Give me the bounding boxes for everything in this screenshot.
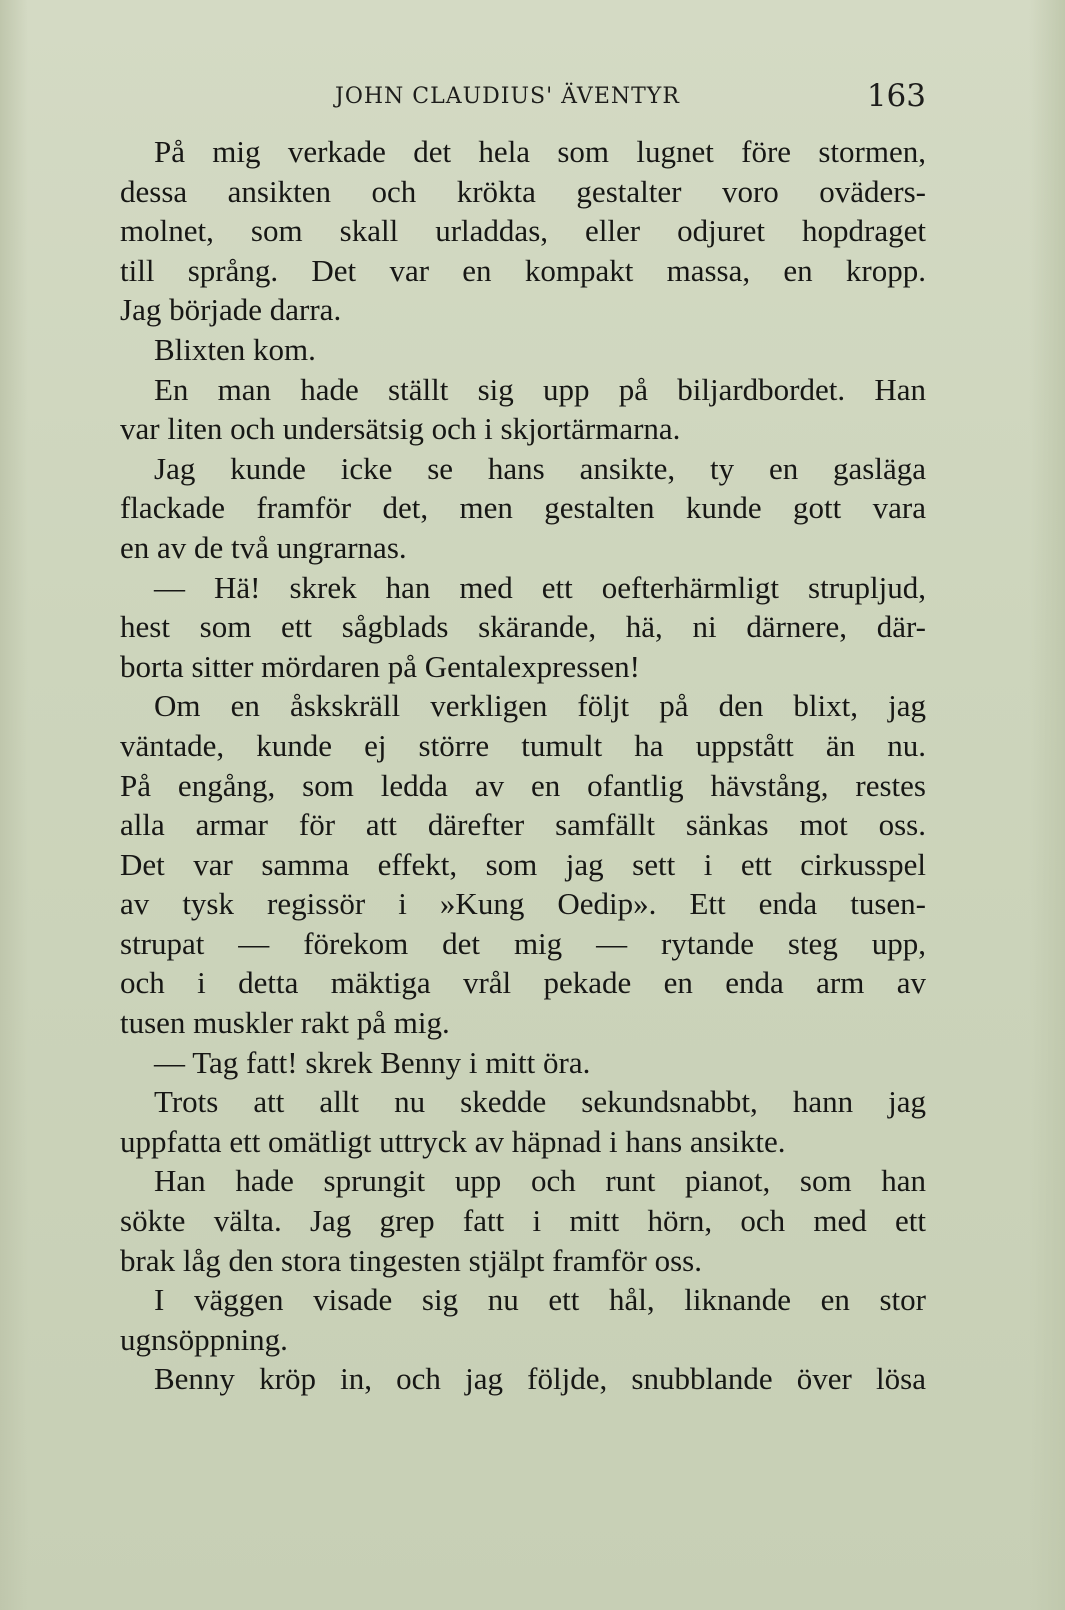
text-line: I väggen visade sig nu ett hål, liknande en stor (154, 1282, 926, 1318)
page-header (120, 76, 926, 120)
text-line: var liten och undersätsig och i skjortärmarna. (120, 411, 681, 447)
text-line: dessa ansikten och krökta gestalter voro oväders- (120, 173, 926, 209)
text-line: Blixten kom. (154, 331, 316, 367)
text-line: en av de två ungrarnas. (120, 529, 407, 565)
text-line: Det var samma effekt, som jag sett i ett cirkusspel (120, 846, 926, 882)
text-line: En man hade ställt sig upp på biljardbordet. Han (154, 371, 926, 407)
text-line: hest som ett sågblads skärande, hä, ni därnere, där- (120, 609, 926, 645)
text-line: Jag började darra. (120, 292, 342, 328)
text-line: På mig verkade det hela som lugnet före stormen, (154, 134, 926, 169)
text-line: Jag kunde icke se hans ansikte, ty en gasläga (154, 450, 926, 486)
text-line: Han hade sprungit upp och runt pianot, som han (154, 1163, 926, 1199)
text-line: ugnsöppning. (120, 1321, 288, 1357)
text-line: av tysk regissör i »Kung Oedip». Ett enda tusen- (120, 886, 926, 922)
text-line: På engång, som ledda av en ofantlig hävstång, restes (120, 767, 926, 803)
page-number: 163 (866, 78, 926, 114)
text-line: strupat — förekom det mig — rytande steg upp, (120, 925, 926, 961)
text-line: till språng. Det var en kompakt massa, en kropp. (120, 252, 926, 288)
text-line: alla armar för att därefter samfällt sänkas mot oss. (120, 807, 926, 843)
text-line: och i detta mäktiga vrål pekade en enda arm av (120, 965, 926, 1001)
text-line: sökte välta. Jag grep fatt i mitt hörn, och med ett (120, 1203, 926, 1239)
text-line: brak låg den stora tingesten stjälpt framför oss. (120, 1242, 702, 1278)
text-line: Om en åskskräll verkligen följt på den blixt, jag (154, 688, 926, 724)
text-line: molnet, som skall urladdas, eller odjuret hopdraget (120, 213, 926, 249)
text-line: — Tag fatt! skrek Benny i mitt öra. (154, 1044, 591, 1080)
text-line: Trots att allt nu skedde sekundsnabbt, hann jag (154, 1084, 926, 1120)
running-title: JOHN CLAUDIUS' ÄVENTYR (335, 84, 680, 109)
text-line: flackade framför det, men gestalten kunde gott vara (120, 490, 926, 526)
text-line: — Hä! skrek han med ett oefterhärmligt strupljud, (154, 569, 926, 605)
text-line: väntade, kunde ej större tumult ha uppstått än nu. (120, 727, 926, 763)
body-text (120, 132, 926, 1399)
text-line: Benny kröp in, och jag följde, snubblande över lösa (154, 1361, 926, 1397)
text-line: borta sitter mördaren på Gentalexpressen! (120, 648, 640, 684)
text-line: uppfatta ett omätligt uttryck av häpnad i hans ansikte. (120, 1123, 786, 1159)
text-line: tusen muskler rakt på mig. (120, 1005, 450, 1041)
